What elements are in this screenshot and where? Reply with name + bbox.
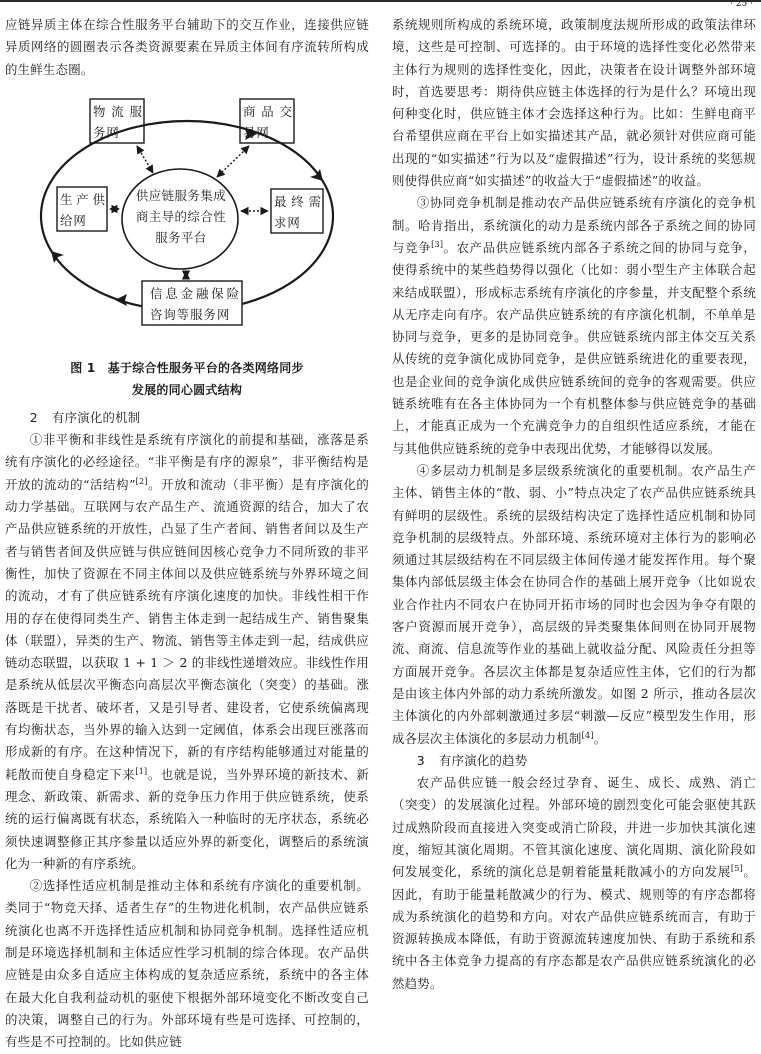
page-top-rule bbox=[0, 0, 761, 8]
p5-text-a: 农产品供应链一般会经过孕育、诞生、成长、成熟、消亡（突变）的发展演化过程。外部环境的剧烈变化可能会驱使其跃过成熟阶段而直接进入突变或消亡阶段，并进一步加快其演化速度，缩短其演化周期。不管其演化速度、演化周期、演化阶段如何发展变化，系统的演化总是朝着能量耗散减小的方向发展 bbox=[392, 775, 756, 880]
top-rule-line bbox=[0, 0, 761, 2]
p4-text-a: ④多层动力机制是多层级系统演化的重要机制。农产品生产主体、销售主体的“散、弱、小”特点决定了农产品供应链系统具有鲜明的层级性。系统的层级结构决定了选择性适应机制和协同竞争机制的层级特点。外部环境、系统环境对主体行为的影响必须通过其层级结构在不同层级主体间传递才能发挥作用。每个聚集体内部低层级主体会在协同合作的基础上展开竞争（比如说农业合作社内不同农户在协同开拓市场的同时也会因为争夺有限的客户资源而展开竞争），高层级的异类聚集体间则在协同开展物流、商流、信息流等作业的基础上就收益分配、风险责任分担等方面展开竞争。各层次主体都是复杂适应性主体，它们的行为都是由该主体内外部的动力系统所激发。如图 2 所示，推动各层次主体演化的内外部刺激通过多层“刺激—反应”模型发生作用，形成各层次主体演化的多层动力机制 bbox=[392, 462, 756, 746]
p5-text-b: 。因此，有助于能量耗散减少的行为、模式、规则等的有序态都将成为系统演化的趋势和方向。对农产品供应链系统而言，有助于资源转换成本降低，有助于资源流转速度加快、有助于系统和系统中各主体竞争力提高的有序态都是农产品供应链系统演化的必然趋势。 bbox=[392, 864, 757, 991]
citation-1: [1] bbox=[135, 766, 148, 776]
section-2-number: 2 bbox=[29, 409, 38, 425]
paragraph-mechanism-4 bbox=[392, 460, 756, 750]
box-logistics-label: 物流服务网 bbox=[93, 103, 143, 140]
box-demand-label: 最终需求网 bbox=[274, 193, 322, 230]
p3-text-b: 。农产品供应链系统内部各子系统之间的协同与竞争，使得系统中的某些趋势得以强化（比如：弱小型生产主体联合起来结成联盟），形成标志系统有序演化的序参量，并支配整个系统从无序走向有序。农产品供应链系统的有序演化机制，不单单是协同与竞争，更多的是协同竞争。供应链系统内部主体交互关系从传统的竞争演化成协同竞争，是供应链系统进化的重要表现，也是企业间的竞争演化成供应链系统间的竞争的客观需要。供应链系统唯有在各主体协同为一个有机整体参与供应链竞争的基础上，才能真正成为一个充满竞争力的自组织性适应系统，才能在与其他供应链系统的竞争中表现出优势，才能够得以发展。 bbox=[392, 239, 757, 456]
page-number: · 25 · bbox=[730, 0, 753, 9]
citation-4: [4] bbox=[581, 730, 594, 740]
paragraph-trend bbox=[392, 772, 756, 995]
p1-text-c: 。也就是说，当外界环境的新技术、新理念、新政策、新需求、新的竞争压力作用于供应链系统，使系统的运行偏离既有状态，系统陷入一种临时的无序状态，系统必须快速调整修正其序参量以适应外界的新变化，调整后的系统演化为一种新的有序系统。 bbox=[5, 766, 370, 871]
link-commodity bbox=[217, 146, 249, 177]
caption-line-1: 图 1 基于综合性服务平台的各类网络同步 bbox=[70, 360, 304, 375]
citation-5: [5] bbox=[730, 864, 743, 874]
section-3-title: 有序演化的趋势 bbox=[438, 752, 528, 768]
right-column bbox=[392, 14, 756, 995]
center-label: 供应链服务集成商主导的综合性服务平台 bbox=[135, 187, 227, 245]
section-2-title: 有序演化的机制 bbox=[51, 409, 141, 425]
section-3-heading bbox=[392, 750, 756, 772]
link-logistics bbox=[137, 146, 153, 173]
section-3-number: 3 bbox=[416, 752, 425, 768]
citation-2: [2] bbox=[135, 476, 148, 486]
box-producer-label: 生产供给网 bbox=[60, 191, 106, 228]
paragraph-mechanism-3 bbox=[392, 192, 756, 460]
intro-paragraph: 应链异质主体在综合性服务平台辅助下的交互作业，连接供应链异质网络的圆圈表示各类资源要素在异质主体间有序流转所构成的生鲜生态圈。 bbox=[5, 17, 369, 77]
paragraph-mechanism-1 bbox=[5, 429, 369, 875]
p3-text-a: ③协同竞争机制是推动农产品供应链系统有序演化的竞争机制。哈肯指出，系统演化的动力是系统内部各子系统之间的协同与竞争 bbox=[392, 195, 756, 255]
citation-3: [3] bbox=[431, 239, 444, 249]
box-finance-label: 信息金融保险咨询等服务网 bbox=[150, 285, 240, 322]
p1-text-a: ①非平衡和非线性是系统有序演化的前提和基础，涨落是系统有序演化的必经途径。“非平衡是有序的源泉”，非平衡结构是开放的流动的“活结构” bbox=[5, 432, 369, 492]
caption-line-2: 发展的同心圆式结构 bbox=[131, 382, 243, 397]
figure-1-caption bbox=[5, 357, 369, 401]
p4-text-b: 。 bbox=[593, 730, 607, 746]
figure-1 bbox=[5, 91, 369, 343]
section-2-heading bbox=[5, 407, 369, 429]
p1-text-b: 。开放和流动（非平衡）是有序演化的动力学基础。互联网与农产品生产、流通资源的结合，加大了农产品供应链系统的开放性，凸显了生产者间、销售者间以及生产者与销售者间及供应链与供应链间因核心竞争力不同所致的非平衡性，加快了资源在不同主体间以及供应链系统与外界环境之间的流动，才有了供应链系统有序演化速度的加快。非线性相干作用的存在使得同类生产、销售主体走到一起结成生产、销售聚集体（联盟），异类的生产、物流、销售等主体走到一起，结成供应链动态联盟，以获取 1 + 1 ＞ 2 的非线性递增效应。非线性作用是系统从低层次平衡态向高层次平衡态演化（突变）的基础。涨落既是干扰者、破坏者，又是引导者、建设者，它使系统偏离现有均衡状态，当外界的输入达到一定阈值，体系会出现巨涨落而形成新的有序。在这种情况下，新的有序结构能够通过对能量的耗散而使自身稳定下来 bbox=[5, 476, 370, 782]
box-commodity-label: 商品交易网 bbox=[243, 103, 293, 140]
paragraph-mechanism-2-continued: 系统规则所构成的系统环境，政策制度法规所形成的政策法律环境，这些是可控制、可选择的。由于环境的选择性变化必然带来主体行为规则的选择性变化，因此，决策者在设计调整外部环境时，首选要思考：期待供应链主体选择的行为是什么？环境出现何种变化时，供应链主体才会选择这种行为。比如：生鲜电商平台希望供应商在平台上如实描述其产品，就必须针对供应商可能出现的“如实描述”行为以及“虚假描述”行为，设计系统的奖惩规则使得供应商“如实描述”的收益大于“虚假描述”的收益。 bbox=[392, 17, 756, 189]
left-column bbox=[5, 14, 369, 1054]
paragraph-mechanism-2: ②选择性适应机制是推动主体和系统有序演化的重要机制。类同于“物竞天择、适者生存”的生物进化机制，农产品供应链系统演化也离不开选择性适应机制和协同竞争机制。选择性适应机制是环境选择机制和主体适应性学习机制的综合体现。农产品供应链是由众多自适应主体构成的复杂适应系统，系统中的各主体在最大化自我利益动机的驱使下根据外部环境变化不断改变自己的决策，调整自己的行为。外部环境有些是可选择、可控制的，有些是不可控制的。比如供应链 bbox=[5, 878, 369, 1050]
ring-arrow-3 bbox=[115, 294, 127, 306]
